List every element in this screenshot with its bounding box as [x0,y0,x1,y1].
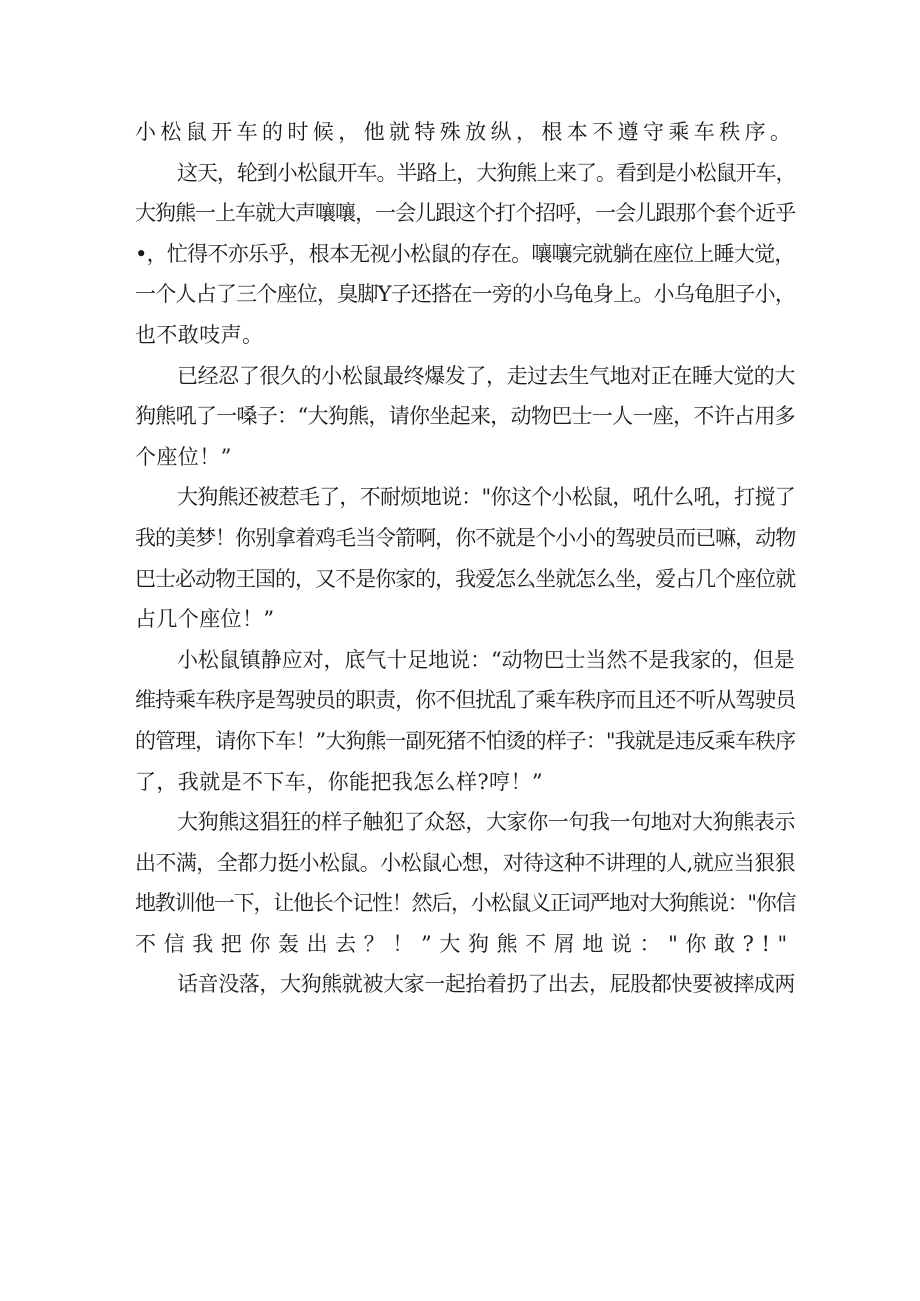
paragraph-first-line: 已经忍了很久的小松鼠最终爆发了，走过去生气地对正在睡大觉的大 [177,363,795,388]
paragraph-first-line: 这天，轮到小松鼠开车。半路上，大狗熊上来了。看到是小松鼠开车， [177,160,796,185]
text-line: 地教训他一下，让他长个记性！然后，小松鼠义正词严地对大狗熊说："你信 [135,891,796,916]
paragraph-first-line: 大狗熊还被惹毛了，不耐烦地说："你这个小松鼠，吼什么吼，打搅了 [177,485,796,510]
text-line: •，忙得不亦乐乎，根本无视小松鼠的存在。嚷嚷完就躺在座位上睡大觉， [135,241,795,266]
paragraph-first-line: 小松鼠镇静应对，底气十足地说：“动物巴士当然不是我家的，但是 [177,647,795,672]
text-line: 巴士必动物王国的，又不是你家的，我爱怎么坐就怎么坐，爱占几个座位就 [135,566,796,591]
text-line: 了，我就是不下车，你能把我怎么样?哼！” [135,769,543,794]
text-line: 不信我把你轰出去？！”大狗熊不屑地说："你敢?!" [135,931,795,956]
text-line: 狗熊吼了一嗓子：“大狗熊，请你坐起来，动物巴士一人一座，不许占用多 [135,404,795,429]
text-line: 小松鼠开车的时候，他就特殊放纵，根本不遵守乘车秩序。 [135,120,796,144]
text-line: 我的美梦！你别拿着鸡毛当令箭啊，你不就是个小小的驾驶员而已嘛，动物 [135,525,796,550]
paragraph-first-line: 话音没落，大狗熊就被大家一起抬着扔了出去，屁股都快要被摔成两 [177,972,795,997]
text-line: 个座位！” [135,444,232,469]
text-line: 的管理，请你下车！”大狗熊一副死猪不怕烫的样子："我就是违反乘车秩序 [135,728,795,753]
story-text [135,112,795,1005]
text-line: 一个人占了三个座位，臭脚Y子还搭在一旁的小乌龟身上。小乌龟胆子小， [135,282,796,307]
text-line: 也不敢吱声。 [135,322,264,347]
text-line: 占几个座位！” [135,607,275,632]
text-line: 维持乘车秩序是驾驶员的职责，你不但扰乱了乘车秩序而且还不听从驾驶员 [135,688,796,713]
text-line: 出不满，全都力挺小松鼠。小松鼠心想，对待这种不讲理的人,就应当狠狠 [135,850,795,875]
paragraph-first-line: 大狗熊这猖狂的样子触犯了众怒，大家你一句我一句地对大狗熊表示 [177,810,795,835]
text-line: 大狗熊一上车就大声嚷嚷，一会儿跟这个打个招呼，一会儿跟那个套个近乎 [135,201,796,226]
